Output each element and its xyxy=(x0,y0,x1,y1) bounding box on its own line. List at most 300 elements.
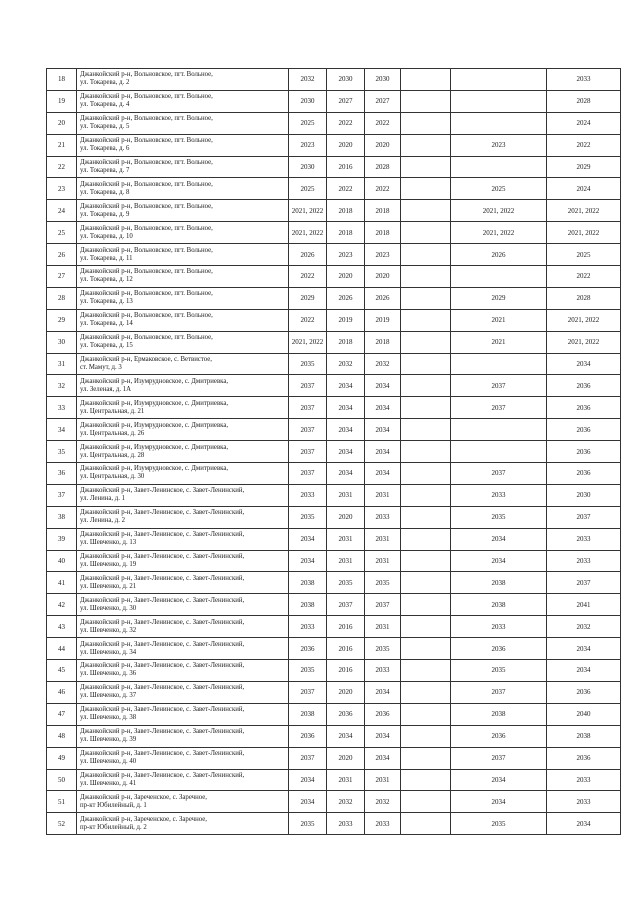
address-cell xyxy=(77,156,289,178)
address-line-1: Джанкойский р-н, Вольновское, пгт. Вольное, xyxy=(80,159,213,166)
year-col-6: 2036 xyxy=(547,397,621,419)
year-col-5: 2035 xyxy=(451,506,547,528)
year-col-3: 2018 xyxy=(365,222,401,244)
address-line-1: Джанкойский р-н, Вольновское, пгт. Вольное, xyxy=(80,180,213,188)
address-line-2: ул. Токарева, д. 5 xyxy=(80,123,130,131)
table-row xyxy=(47,616,621,638)
year-col-4 xyxy=(401,309,451,331)
year-col-3: 2034 xyxy=(365,681,401,703)
row-number: 39 xyxy=(47,528,77,550)
year-col-4 xyxy=(401,725,451,747)
year-col-1: 2037 xyxy=(289,747,327,769)
address-line-2: ул. Шевченко, д. 30 xyxy=(80,604,137,612)
address-line-1: Джанкойский р-н, Завет-Ленинское, с. Завет-Ленинский, xyxy=(80,771,245,779)
year-col-4 xyxy=(401,550,451,572)
year-col-2: 2037 xyxy=(327,594,365,616)
year-col-6: 2024 xyxy=(547,112,621,134)
address-cell xyxy=(77,266,289,288)
year-col-1: 2034 xyxy=(289,550,327,572)
address-line-1: Джанкойский р-н, Зареченское, с. Заречное, xyxy=(80,793,207,801)
address-line-1: Джанкойский р-н, Изумрудновское, с. Дмитриевка, xyxy=(80,377,229,385)
year-col-4 xyxy=(401,463,451,485)
address-cell xyxy=(77,769,289,791)
year-col-2: 2022 xyxy=(327,178,365,200)
year-col-5: 2034 xyxy=(451,791,547,813)
address-line-2: ул. Ленина, д. 1 xyxy=(80,495,126,503)
year-col-3: 2030 xyxy=(365,69,401,91)
year-col-2: 2030 xyxy=(327,69,365,91)
year-col-2: 2034 xyxy=(327,725,365,747)
year-col-1: 2034 xyxy=(289,769,327,791)
year-col-3: 2034 xyxy=(365,375,401,397)
address-cell xyxy=(77,703,289,725)
year-col-5: 2037 xyxy=(451,463,547,485)
year-col-2: 2018 xyxy=(327,200,365,222)
address-line-1: Джанкойский р-н, Вольновское, пгт. Вольное, xyxy=(80,334,213,342)
address-line-1: Джанкойский р-н, Вольновское, пгт. Вольное, xyxy=(80,115,213,123)
year-col-1: 2022 xyxy=(289,309,327,331)
address-cell xyxy=(77,463,289,485)
year-col-6: 2036 xyxy=(547,747,621,769)
year-col-1: 2025 xyxy=(289,112,327,134)
address-cell xyxy=(77,791,289,813)
year-col-6: 2033 xyxy=(547,69,621,91)
year-col-5 xyxy=(451,156,547,178)
year-col-1: 2038 xyxy=(289,572,327,594)
year-col-5: 2035 xyxy=(451,813,547,835)
row-number: 33 xyxy=(47,397,77,419)
address-line-2: ул. Центральная, д. 30 xyxy=(80,473,145,481)
table-row xyxy=(47,638,621,660)
year-col-5 xyxy=(451,441,547,463)
year-col-6: 2036 xyxy=(547,681,621,703)
address-cell xyxy=(77,681,289,703)
address-cell xyxy=(77,813,289,835)
row-number: 41 xyxy=(47,572,77,594)
year-col-4 xyxy=(401,200,451,222)
year-col-6: 2034 xyxy=(547,660,621,682)
year-col-4 xyxy=(401,375,451,397)
year-col-4 xyxy=(401,747,451,769)
address-line-1: Джанкойский р-н, Вольновское, пгт. Вольное, xyxy=(80,202,213,210)
row-number: 34 xyxy=(47,419,77,441)
year-col-1: 2037 xyxy=(289,419,327,441)
year-col-5: 2021 xyxy=(451,309,547,331)
year-col-4 xyxy=(401,419,451,441)
table-row xyxy=(47,484,621,506)
year-col-6: 2021, 2022 xyxy=(547,309,621,331)
year-col-3: 2032 xyxy=(365,791,401,813)
address-cell xyxy=(77,397,289,419)
address-line-1: Джанкойский р-н, Вольновское, пгт. Вольное, xyxy=(80,290,213,298)
year-col-3: 2023 xyxy=(365,244,401,266)
address-cell xyxy=(77,134,289,156)
table-row xyxy=(47,309,621,331)
year-col-5: 2038 xyxy=(451,572,547,594)
year-col-3: 2018 xyxy=(365,200,401,222)
address-line-2: ул. Шевченко, д. 36 xyxy=(80,670,137,678)
year-col-6: 2021, 2022 xyxy=(547,222,621,244)
address-line-1: Джанкойский р-н, Вольновское, пгт. Вольное, xyxy=(80,246,213,254)
table-row xyxy=(47,419,621,441)
address-line-2: ул. Шевченко, д. 41 xyxy=(80,779,137,787)
year-col-4 xyxy=(401,594,451,616)
year-col-3: 2031 xyxy=(365,550,401,572)
year-col-3: 2022 xyxy=(365,112,401,134)
year-col-3: 2032 xyxy=(365,353,401,375)
table-row xyxy=(47,375,621,397)
year-col-2: 2020 xyxy=(327,747,365,769)
year-col-3: 2019 xyxy=(365,309,401,331)
address-line-2: ул. Токарева, д. 2 xyxy=(80,79,130,87)
address-line-2: ул. Токарева, д. 8 xyxy=(80,188,130,196)
row-number: 36 xyxy=(47,463,77,485)
year-col-1: 2026 xyxy=(289,244,327,266)
year-col-2: 2020 xyxy=(327,134,365,156)
row-number: 51 xyxy=(47,791,77,813)
year-col-3: 2033 xyxy=(365,660,401,682)
address-line-1: Джанкойский р-н, Завет-Ленинское, с. Завет-Ленинский, xyxy=(80,640,245,648)
year-col-3: 2036 xyxy=(365,703,401,725)
row-number: 43 xyxy=(47,616,77,638)
year-col-6: 2034 xyxy=(547,638,621,660)
year-col-2: 2034 xyxy=(327,463,365,485)
year-col-1: 2037 xyxy=(289,681,327,703)
address-line-2: ул. Токарева, д. 12 xyxy=(80,276,133,284)
year-col-2: 2035 xyxy=(327,572,365,594)
year-col-6: 2022 xyxy=(547,134,621,156)
year-col-5: 2025 xyxy=(451,178,547,200)
address-line-2: ул. Токарева, д. 4 xyxy=(80,101,130,109)
year-col-6: 2033 xyxy=(547,769,621,791)
address-cell xyxy=(77,616,289,638)
year-col-2: 2027 xyxy=(327,90,365,112)
address-line-1: Джанкойский р-н, Завет-Ленинское, с. Завет-Ленинский, xyxy=(80,553,245,561)
table-row xyxy=(47,331,621,353)
year-col-6: 2032 xyxy=(547,616,621,638)
year-col-3: 2031 xyxy=(365,484,401,506)
year-col-1: 2033 xyxy=(289,484,327,506)
year-col-5 xyxy=(451,353,547,375)
address-cell xyxy=(77,90,289,112)
address-line-2: ул. Шевченко, д. 13 xyxy=(80,539,137,547)
year-col-3: 2034 xyxy=(365,441,401,463)
address-cell xyxy=(77,484,289,506)
year-col-6: 2036 xyxy=(547,463,621,485)
year-col-3: 2028 xyxy=(365,156,401,178)
table-body xyxy=(47,69,621,835)
year-col-1: 2034 xyxy=(289,791,327,813)
year-col-2: 2036 xyxy=(327,703,365,725)
year-col-4 xyxy=(401,134,451,156)
year-col-1: 2035 xyxy=(289,353,327,375)
address-cell xyxy=(77,725,289,747)
year-col-1: 2038 xyxy=(289,594,327,616)
year-col-6: 2025 xyxy=(547,244,621,266)
year-col-6: 2022 xyxy=(547,266,621,288)
year-col-3: 2034 xyxy=(365,725,401,747)
year-col-1: 2032 xyxy=(289,69,327,91)
address-cell xyxy=(77,747,289,769)
row-number: 35 xyxy=(47,441,77,463)
year-col-1: 2025 xyxy=(289,178,327,200)
year-col-4 xyxy=(401,660,451,682)
year-col-1: 2022 xyxy=(289,266,327,288)
year-col-2: 2034 xyxy=(327,375,365,397)
table-row xyxy=(47,681,621,703)
year-col-3: 2035 xyxy=(365,638,401,660)
year-col-1: 2034 xyxy=(289,528,327,550)
year-col-4 xyxy=(401,69,451,91)
address-line-1: Джанкойский р-н, Изумрудновское, с. Дмитриевка, xyxy=(80,421,229,429)
row-number: 50 xyxy=(47,769,77,791)
year-col-2: 2016 xyxy=(327,660,365,682)
year-col-5: 2029 xyxy=(451,287,547,309)
year-col-2: 2031 xyxy=(327,550,365,572)
year-col-5: 2037 xyxy=(451,397,547,419)
table-row xyxy=(47,397,621,419)
table-row xyxy=(47,594,621,616)
year-col-4 xyxy=(401,353,451,375)
table-row xyxy=(47,178,621,200)
year-col-4 xyxy=(401,112,451,134)
year-col-5: 2021 xyxy=(451,331,547,353)
year-col-4 xyxy=(401,681,451,703)
year-col-4 xyxy=(401,813,451,835)
address-cell xyxy=(77,178,289,200)
row-number: 22 xyxy=(47,156,77,178)
year-col-5 xyxy=(451,90,547,112)
address-line-2: ул. Шевченко, д. 32 xyxy=(80,626,137,634)
year-col-2: 2031 xyxy=(327,484,365,506)
year-col-1: 2029 xyxy=(289,287,327,309)
year-col-4 xyxy=(401,528,451,550)
year-col-4 xyxy=(401,572,451,594)
year-col-2: 2032 xyxy=(327,353,365,375)
address-line-2: ул. Зеленая, д. 1А xyxy=(80,385,132,393)
table-row xyxy=(47,287,621,309)
year-col-6: 2041 xyxy=(547,594,621,616)
row-number: 42 xyxy=(47,594,77,616)
address-line-2: ст. Мамут, д. 3 xyxy=(80,364,122,372)
year-col-6: 2036 xyxy=(547,375,621,397)
address-cell xyxy=(77,200,289,222)
address-cell xyxy=(77,112,289,134)
address-line-2: ул. Шевченко, д. 38 xyxy=(80,714,137,722)
year-col-5 xyxy=(451,69,547,91)
year-col-5: 2037 xyxy=(451,681,547,703)
address-line-2: ул. Токарева, д. 14 xyxy=(80,320,133,328)
year-col-4 xyxy=(401,703,451,725)
row-number: 23 xyxy=(47,178,77,200)
table-row xyxy=(47,156,621,178)
address-line-1: Джанкойский р-н, Вольновское, пгт. Вольное, xyxy=(80,312,213,320)
year-col-1: 2035 xyxy=(289,813,327,835)
table-row xyxy=(47,200,621,222)
table-row xyxy=(47,506,621,528)
year-col-1: 2036 xyxy=(289,725,327,747)
year-col-6: 2033 xyxy=(547,550,621,572)
row-number: 49 xyxy=(47,747,77,769)
address-line-2: ул. Токарева, д. 9 xyxy=(80,210,130,218)
year-col-6: 2029 xyxy=(547,156,621,178)
year-col-1: 2037 xyxy=(289,441,327,463)
row-number: 29 xyxy=(47,309,77,331)
address-line-2: ул. Шевченко, д. 19 xyxy=(80,561,137,569)
address-line-2: ул. Токарева, д. 6 xyxy=(80,145,130,153)
table-row xyxy=(47,90,621,112)
address-line-1: Джанкойский р-н, Изумрудновское, с. Дмитриевка, xyxy=(80,465,229,473)
table-row xyxy=(47,112,621,134)
row-number: 32 xyxy=(47,375,77,397)
table-row xyxy=(47,441,621,463)
address-line-1: Джанкойский р-н, Зареченское, с. Заречное, xyxy=(80,815,207,823)
year-col-5: 2034 xyxy=(451,769,547,791)
year-col-5: 2021, 2022 xyxy=(451,200,547,222)
row-number: 48 xyxy=(47,725,77,747)
address-cell xyxy=(77,222,289,244)
address-cell xyxy=(77,287,289,309)
address-line-2: ул. Токарева, д. 15 xyxy=(80,342,133,350)
address-line-1: Джанкойский р-н, Завет-Ленинское, с. Завет-Ленинский, xyxy=(80,574,245,582)
address-cell xyxy=(77,69,289,91)
address-line-2: пр-кт Юбилейный, д. 2 xyxy=(80,823,147,831)
year-col-5: 2033 xyxy=(451,616,547,638)
year-col-6: 2021, 2022 xyxy=(547,331,621,353)
year-col-2: 2033 xyxy=(327,813,365,835)
table-row xyxy=(47,747,621,769)
year-col-1: 2035 xyxy=(289,506,327,528)
year-col-5: 2034 xyxy=(451,550,547,572)
year-col-4 xyxy=(401,244,451,266)
address-line-1: Джанкойский р-н, Вольновское, пгт. Вольное, xyxy=(80,93,213,101)
address-line-1: Джанкойский р-н, Завет-Ленинское, с. Завет-Ленинский, xyxy=(80,596,245,604)
year-col-5: 2034 xyxy=(451,528,547,550)
year-col-6: 2037 xyxy=(547,572,621,594)
address-line-2: ул. Токарева, д. 10 xyxy=(80,232,133,240)
year-col-2: 2020 xyxy=(327,266,365,288)
year-col-2: 2016 xyxy=(327,156,365,178)
year-col-3: 2037 xyxy=(365,594,401,616)
address-cell xyxy=(77,375,289,397)
year-col-5 xyxy=(451,112,547,134)
year-col-6: 2034 xyxy=(547,353,621,375)
address-line-2: ул. Центральная, д. 26 xyxy=(80,429,145,437)
year-col-3: 2034 xyxy=(365,419,401,441)
row-number: 46 xyxy=(47,681,77,703)
year-col-6: 2021, 2022 xyxy=(547,200,621,222)
year-col-3: 2034 xyxy=(365,397,401,419)
table-row xyxy=(47,769,621,791)
year-col-2: 2018 xyxy=(327,331,365,353)
address-cell xyxy=(77,594,289,616)
year-col-3: 2034 xyxy=(365,747,401,769)
table-row xyxy=(47,660,621,682)
table-row xyxy=(47,463,621,485)
year-col-5: 2035 xyxy=(451,660,547,682)
year-col-5: 2038 xyxy=(451,703,547,725)
address-line-1: Джанкойский р-н, Завет-Ленинское, с. Завет-Ленинский, xyxy=(80,618,245,626)
year-col-1: 2021, 2022 xyxy=(289,331,327,353)
address-line-1: Джанкойский р-н, Ермаковское, с. Ветвистое, xyxy=(80,356,212,364)
year-col-2: 2031 xyxy=(327,528,365,550)
year-col-5: 2036 xyxy=(451,725,547,747)
table-row xyxy=(47,244,621,266)
row-number: 24 xyxy=(47,200,77,222)
year-col-6: 2024 xyxy=(547,178,621,200)
row-number: 25 xyxy=(47,222,77,244)
year-col-2: 2020 xyxy=(327,681,365,703)
address-line-1: Джанкойский р-н, Вольновское, пгт. Вольное, xyxy=(80,137,213,145)
year-col-5 xyxy=(451,266,547,288)
year-col-3: 2031 xyxy=(365,528,401,550)
address-line-1: Джанкойский р-н, Завет-Ленинское, с. Завет-Ленинский, xyxy=(80,487,245,495)
address-cell xyxy=(77,309,289,331)
address-line-1: Джанкойский р-н, Вольновское, пгт. Вольное, xyxy=(80,268,213,276)
address-line-1: Джанкойский р-н, Изумрудновское, с. Дмитриевка, xyxy=(80,443,229,451)
year-col-4 xyxy=(401,90,451,112)
row-number: 21 xyxy=(47,134,77,156)
address-line-2: ул. Шевченко, д. 39 xyxy=(80,736,137,744)
year-col-6: 2038 xyxy=(547,725,621,747)
year-col-1: 2033 xyxy=(289,616,327,638)
address-line-2: ул. Шевченко, д. 37 xyxy=(80,692,137,700)
address-line-2: ул. Шевченко, д. 21 xyxy=(80,582,137,590)
table-row xyxy=(47,703,621,725)
year-col-5: 2026 xyxy=(451,244,547,266)
year-col-6: 2036 xyxy=(547,419,621,441)
year-col-6: 2033 xyxy=(547,528,621,550)
year-col-2: 2034 xyxy=(327,397,365,419)
year-col-1: 2035 xyxy=(289,660,327,682)
year-col-3: 2033 xyxy=(365,506,401,528)
address-line-1: Джанкойский р-н, Завет-Ленинское, с. Завет-Ленинский, xyxy=(80,728,245,736)
year-col-2: 2016 xyxy=(327,638,365,660)
year-col-4 xyxy=(401,331,451,353)
year-col-4 xyxy=(401,178,451,200)
address-cell xyxy=(77,528,289,550)
address-line-2: ул. Токарева, д. 13 xyxy=(80,298,133,306)
table-row xyxy=(47,813,621,835)
address-cell xyxy=(77,638,289,660)
year-col-4 xyxy=(401,616,451,638)
year-col-2: 2019 xyxy=(327,309,365,331)
address-cell xyxy=(77,506,289,528)
year-col-2: 2034 xyxy=(327,441,365,463)
year-col-1: 2036 xyxy=(289,638,327,660)
row-number: 37 xyxy=(47,484,77,506)
address-line-2: ул. Токарева, д. 11 xyxy=(80,254,133,262)
address-line-1: Джанкойский р-н, Завет-Ленинское, с. Завет-Ленинский, xyxy=(80,706,245,714)
year-col-3: 2031 xyxy=(365,769,401,791)
table-row xyxy=(47,725,621,747)
year-col-4 xyxy=(401,222,451,244)
row-number: 44 xyxy=(47,638,77,660)
address-line-2: пр-кт Юбилейный, д. 1 xyxy=(80,801,147,809)
row-number: 27 xyxy=(47,266,77,288)
year-col-1: 2037 xyxy=(289,375,327,397)
year-col-1: 2021, 2022 xyxy=(289,222,327,244)
year-col-4 xyxy=(401,638,451,660)
year-col-3: 2018 xyxy=(365,331,401,353)
year-col-1: 2037 xyxy=(289,463,327,485)
year-col-6: 2036 xyxy=(547,441,621,463)
address-line-1: Джанкойский р-н, Завет-Ленинское, с. Завет-Ленинский, xyxy=(80,531,245,539)
year-col-5: 2036 xyxy=(451,638,547,660)
row-number: 52 xyxy=(47,813,77,835)
year-col-6: 2034 xyxy=(547,813,621,835)
table-row xyxy=(47,550,621,572)
